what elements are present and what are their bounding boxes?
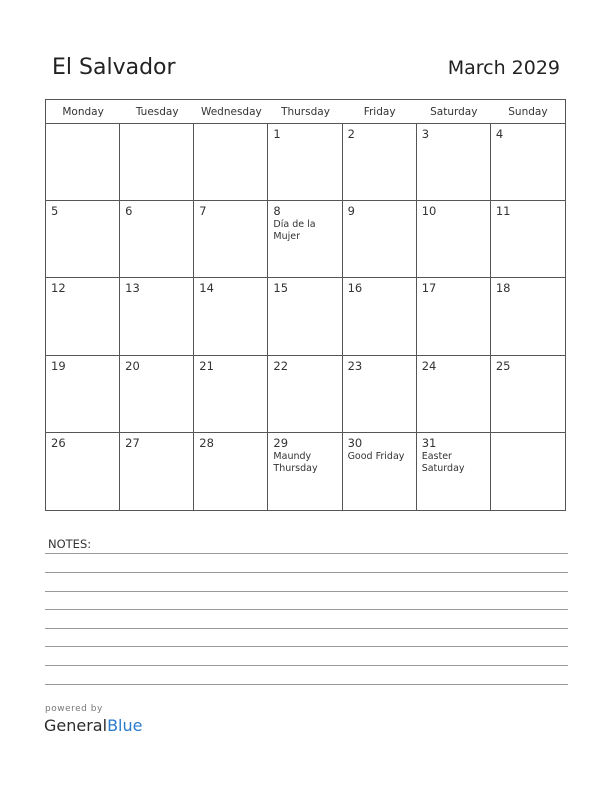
weekday-header: Wednesday bbox=[194, 100, 268, 124]
weekday-header: Sunday bbox=[491, 100, 565, 124]
month-title: March 2029 bbox=[447, 57, 560, 79]
day-number: 19 bbox=[51, 358, 66, 373]
day-number: 31 bbox=[421, 435, 437, 450]
day-cell[interactable] bbox=[268, 356, 342, 433]
day-number: 21 bbox=[199, 358, 214, 373]
day-cell[interactable] bbox=[46, 201, 120, 278]
notes-label: NOTES: bbox=[48, 537, 92, 551]
day-number: 3 bbox=[421, 127, 430, 141]
day-number: 6 bbox=[125, 204, 133, 219]
day-number: 10 bbox=[421, 204, 437, 219]
day-cell[interactable] bbox=[268, 278, 342, 355]
day-cell[interactable] bbox=[268, 201, 342, 278]
day-cell[interactable] bbox=[194, 124, 268, 201]
day-number: 2 bbox=[347, 127, 355, 141]
day-number: 30 bbox=[347, 435, 363, 450]
weekday-header: Saturday bbox=[417, 100, 491, 124]
day-number: 4 bbox=[495, 127, 504, 141]
day-number: 22 bbox=[273, 358, 289, 373]
day-cell[interactable] bbox=[417, 356, 491, 433]
day-cell[interactable] bbox=[120, 201, 194, 278]
day-cell[interactable] bbox=[491, 201, 565, 278]
day-number: 15 bbox=[273, 281, 289, 296]
day-cell[interactable] bbox=[343, 278, 417, 355]
day-number: 25 bbox=[495, 358, 511, 373]
day-number: 14 bbox=[199, 281, 214, 296]
brand-blue-text: Blue bbox=[107, 716, 143, 735]
day-number: 1 bbox=[273, 127, 281, 141]
holiday-label: Easter Saturday bbox=[421, 450, 465, 474]
note-line bbox=[45, 609, 568, 610]
day-number: 23 bbox=[347, 358, 363, 373]
day-cell[interactable] bbox=[46, 124, 120, 201]
holiday-label: Maundy Thursday bbox=[273, 450, 318, 474]
day-cell[interactable] bbox=[194, 433, 268, 510]
day-cell[interactable] bbox=[46, 433, 120, 510]
day-number: 12 bbox=[51, 281, 66, 296]
generalblue-logo[interactable] bbox=[44, 716, 142, 735]
brand-general-text: General bbox=[44, 716, 108, 735]
note-line bbox=[45, 553, 568, 554]
day-number: 5 bbox=[51, 204, 59, 219]
day-number: 16 bbox=[347, 281, 363, 296]
day-cell[interactable] bbox=[120, 433, 194, 510]
day-number: 24 bbox=[421, 358, 437, 373]
day-cell[interactable] bbox=[194, 201, 268, 278]
day-cell[interactable] bbox=[46, 356, 120, 433]
country-title: El Salvador bbox=[52, 55, 176, 80]
day-number: 7 bbox=[199, 204, 207, 219]
note-line bbox=[45, 628, 568, 629]
note-line bbox=[45, 591, 568, 592]
day-number: 9 bbox=[347, 204, 355, 219]
note-line bbox=[45, 684, 568, 685]
day-cell[interactable] bbox=[194, 278, 268, 355]
note-line bbox=[45, 646, 568, 647]
day-cell[interactable] bbox=[46, 278, 120, 355]
day-cell[interactable] bbox=[343, 356, 417, 433]
day-cell[interactable] bbox=[343, 433, 417, 510]
day-cell[interactable] bbox=[268, 124, 342, 201]
day-cell[interactable] bbox=[417, 201, 491, 278]
holiday-label: Good Friday bbox=[347, 450, 405, 462]
weekday-header: Friday bbox=[343, 100, 417, 124]
day-cell[interactable] bbox=[194, 356, 268, 433]
day-cell[interactable] bbox=[417, 124, 491, 201]
weekday-header: Tuesday bbox=[120, 100, 194, 124]
weekday-header: Thursday bbox=[268, 100, 342, 124]
day-number: 27 bbox=[125, 435, 140, 450]
day-number: 26 bbox=[51, 435, 66, 450]
day-cell[interactable] bbox=[417, 433, 491, 510]
day-cell[interactable] bbox=[120, 124, 194, 201]
day-number: 20 bbox=[125, 358, 140, 373]
day-cell[interactable] bbox=[268, 433, 342, 510]
day-number: 28 bbox=[199, 435, 214, 450]
day-cell[interactable] bbox=[491, 356, 565, 433]
holiday-label: Día de la Mujer bbox=[273, 219, 316, 243]
day-number: 13 bbox=[125, 281, 140, 296]
day-cell[interactable] bbox=[120, 278, 194, 355]
day-cell[interactable] bbox=[417, 278, 491, 355]
day-number: 29 bbox=[273, 435, 289, 450]
note-line bbox=[45, 572, 568, 573]
day-cell[interactable] bbox=[343, 124, 417, 201]
day-number: 11 bbox=[495, 204, 511, 219]
calendar-grid bbox=[45, 99, 566, 511]
day-cell[interactable] bbox=[491, 278, 565, 355]
weekday-header: Monday bbox=[46, 100, 120, 124]
day-cell[interactable] bbox=[343, 201, 417, 278]
day-number: 8 bbox=[273, 204, 281, 219]
day-number: 17 bbox=[421, 281, 437, 296]
powered-by-text: powered by bbox=[45, 704, 103, 714]
day-cell[interactable] bbox=[120, 356, 194, 433]
day-cell[interactable] bbox=[491, 433, 565, 510]
day-cell[interactable] bbox=[491, 124, 565, 201]
note-line bbox=[45, 665, 568, 666]
day-number: 18 bbox=[495, 281, 511, 296]
